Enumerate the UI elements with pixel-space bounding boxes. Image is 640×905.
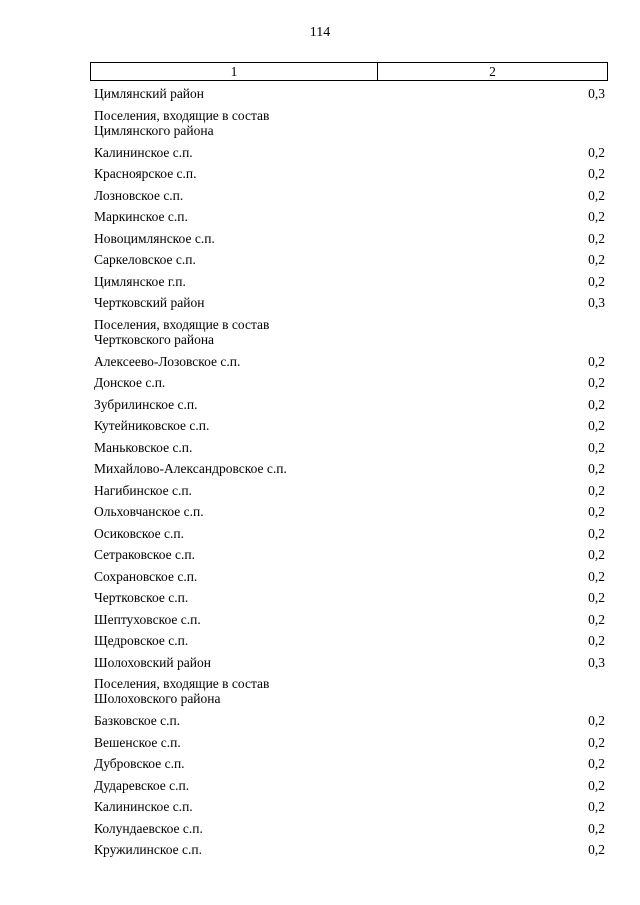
table-row: [90, 612, 608, 634]
column-header-2: 2: [489, 64, 496, 79]
row-value: 0,2: [588, 842, 605, 857]
table-row: [90, 295, 608, 317]
row-value: 0,2: [588, 482, 605, 498]
row-name: Михайлово-Александровское с.п.: [94, 461, 287, 476]
row-name: Поселения, входящие в состав Цимлянского района: [94, 107, 270, 138]
row-value: 0,2: [588, 777, 605, 793]
row-name: Сохрановское с.п.: [94, 568, 198, 584]
table-row: [90, 188, 608, 210]
table-row: [90, 317, 608, 354]
row-name: Базковское с.п.: [94, 713, 181, 728]
table-row: [90, 547, 608, 569]
row-value: 0,2: [588, 820, 605, 836]
table-row: [90, 569, 608, 591]
table-row: [90, 209, 608, 231]
table-row: [90, 145, 608, 167]
row-name: Донское с.п.: [94, 375, 166, 390]
row-value: 0,2: [588, 756, 605, 771]
row-value: 0,2: [588, 252, 605, 267]
row-value: 0,2: [588, 461, 605, 476]
row-name: Шептуховское с.п.: [94, 611, 201, 627]
row-value: 0,2: [588, 590, 605, 605]
row-value: 0,2: [588, 273, 605, 289]
row-name: Алексеево-Лозовское с.п.: [94, 353, 241, 369]
table-row: [90, 778, 608, 800]
row-name: Поселения, входящие в состав Чертковского района: [94, 316, 270, 347]
row-name: Колундаевское с.п.: [94, 820, 203, 836]
row-name: Саркеловское с.п.: [94, 252, 196, 267]
row-name: Калининское с.п.: [94, 799, 193, 814]
table-row: [90, 274, 608, 296]
table-row: [90, 735, 608, 757]
row-name: Кружилинское с.п.: [94, 842, 202, 857]
row-name: Зубрилинское с.п.: [94, 396, 198, 412]
row-value: 0,2: [588, 439, 605, 455]
row-name: Чертковское с.п.: [94, 590, 189, 605]
page-number: 114: [309, 25, 331, 40]
table-row: [90, 590, 608, 612]
row-name: Цимлянский район: [94, 86, 205, 101]
row-value: 0,2: [588, 396, 605, 412]
table-row: [90, 461, 608, 483]
table-row: [90, 231, 608, 253]
table-body: [90, 86, 608, 864]
row-name: Сетраковское с.п.: [94, 547, 195, 562]
row-name: Дударевское с.п.: [94, 777, 190, 793]
table-row: [90, 375, 608, 397]
row-name: Щедровское с.п.: [94, 633, 189, 648]
table-row: [90, 633, 608, 655]
row-name: Чертковский район: [94, 295, 205, 310]
row-value: 0,2: [588, 375, 605, 390]
row-name: Цимлянское г.п.: [94, 273, 186, 289]
table-row: [90, 354, 608, 376]
row-name: Лозновское с.п.: [94, 187, 184, 203]
row-value: 0,2: [588, 547, 605, 562]
row-name: Ольховчанское с.п.: [94, 504, 204, 519]
row-value: 0,3: [588, 295, 605, 310]
row-name: Маньковское с.п.: [94, 439, 193, 455]
row-name: Осиковское с.п.: [94, 525, 184, 541]
table-row: [90, 842, 608, 864]
row-value: 0,2: [588, 568, 605, 584]
row-name: Новоцимлянское с.п.: [94, 230, 215, 246]
row-name: Нагибинское с.п.: [94, 482, 192, 498]
table-row: [90, 86, 608, 108]
table-row: [90, 756, 608, 778]
row-value: 0,2: [588, 144, 605, 160]
table-row: [90, 655, 608, 677]
row-name: Маркинское с.п.: [94, 209, 188, 224]
table-row: [90, 799, 608, 821]
table-header-row: [90, 62, 608, 81]
row-name: Поселения, входящие в состав Шолоховского района: [94, 676, 270, 706]
table-row: [90, 440, 608, 462]
row-value: 0,3: [588, 86, 605, 101]
row-name: Красноярское с.п.: [94, 166, 197, 181]
table-row: [90, 676, 608, 713]
row-value: 0,2: [588, 611, 605, 627]
row-name: Дубровское с.п.: [94, 756, 185, 771]
row-value: 0,2: [588, 734, 605, 750]
table-row: [90, 483, 608, 505]
row-value: 0,2: [588, 525, 605, 541]
table-row: [90, 821, 608, 843]
row-value: 0,2: [588, 353, 605, 369]
row-value: 0,2: [588, 209, 605, 224]
row-name: Вешенское с.п.: [94, 734, 181, 750]
table-row: [90, 504, 608, 526]
row-name: Шолоховский район: [94, 654, 211, 670]
row-value: 0,2: [588, 799, 605, 814]
table-row: [90, 418, 608, 440]
column-header-1: 1: [91, 63, 378, 80]
table-row: [90, 108, 608, 145]
row-name: Кутейниковское с.п.: [94, 418, 210, 433]
row-value: 0,3: [588, 654, 605, 670]
row-value: 0,2: [588, 504, 605, 519]
row-value: 0,2: [588, 418, 605, 433]
row-value: 0,2: [588, 713, 605, 728]
table-row: [90, 166, 608, 188]
table-row: [90, 397, 608, 419]
row-value: 0,2: [588, 187, 605, 203]
table-row: [90, 526, 608, 548]
table-row: [90, 252, 608, 274]
row-value: 0,2: [588, 633, 605, 648]
row-name: Калининское с.п.: [94, 144, 193, 160]
table-row: [90, 713, 608, 735]
data-table: [90, 62, 608, 864]
row-value: 0,2: [588, 166, 605, 181]
row-value: 0,2: [588, 230, 605, 246]
